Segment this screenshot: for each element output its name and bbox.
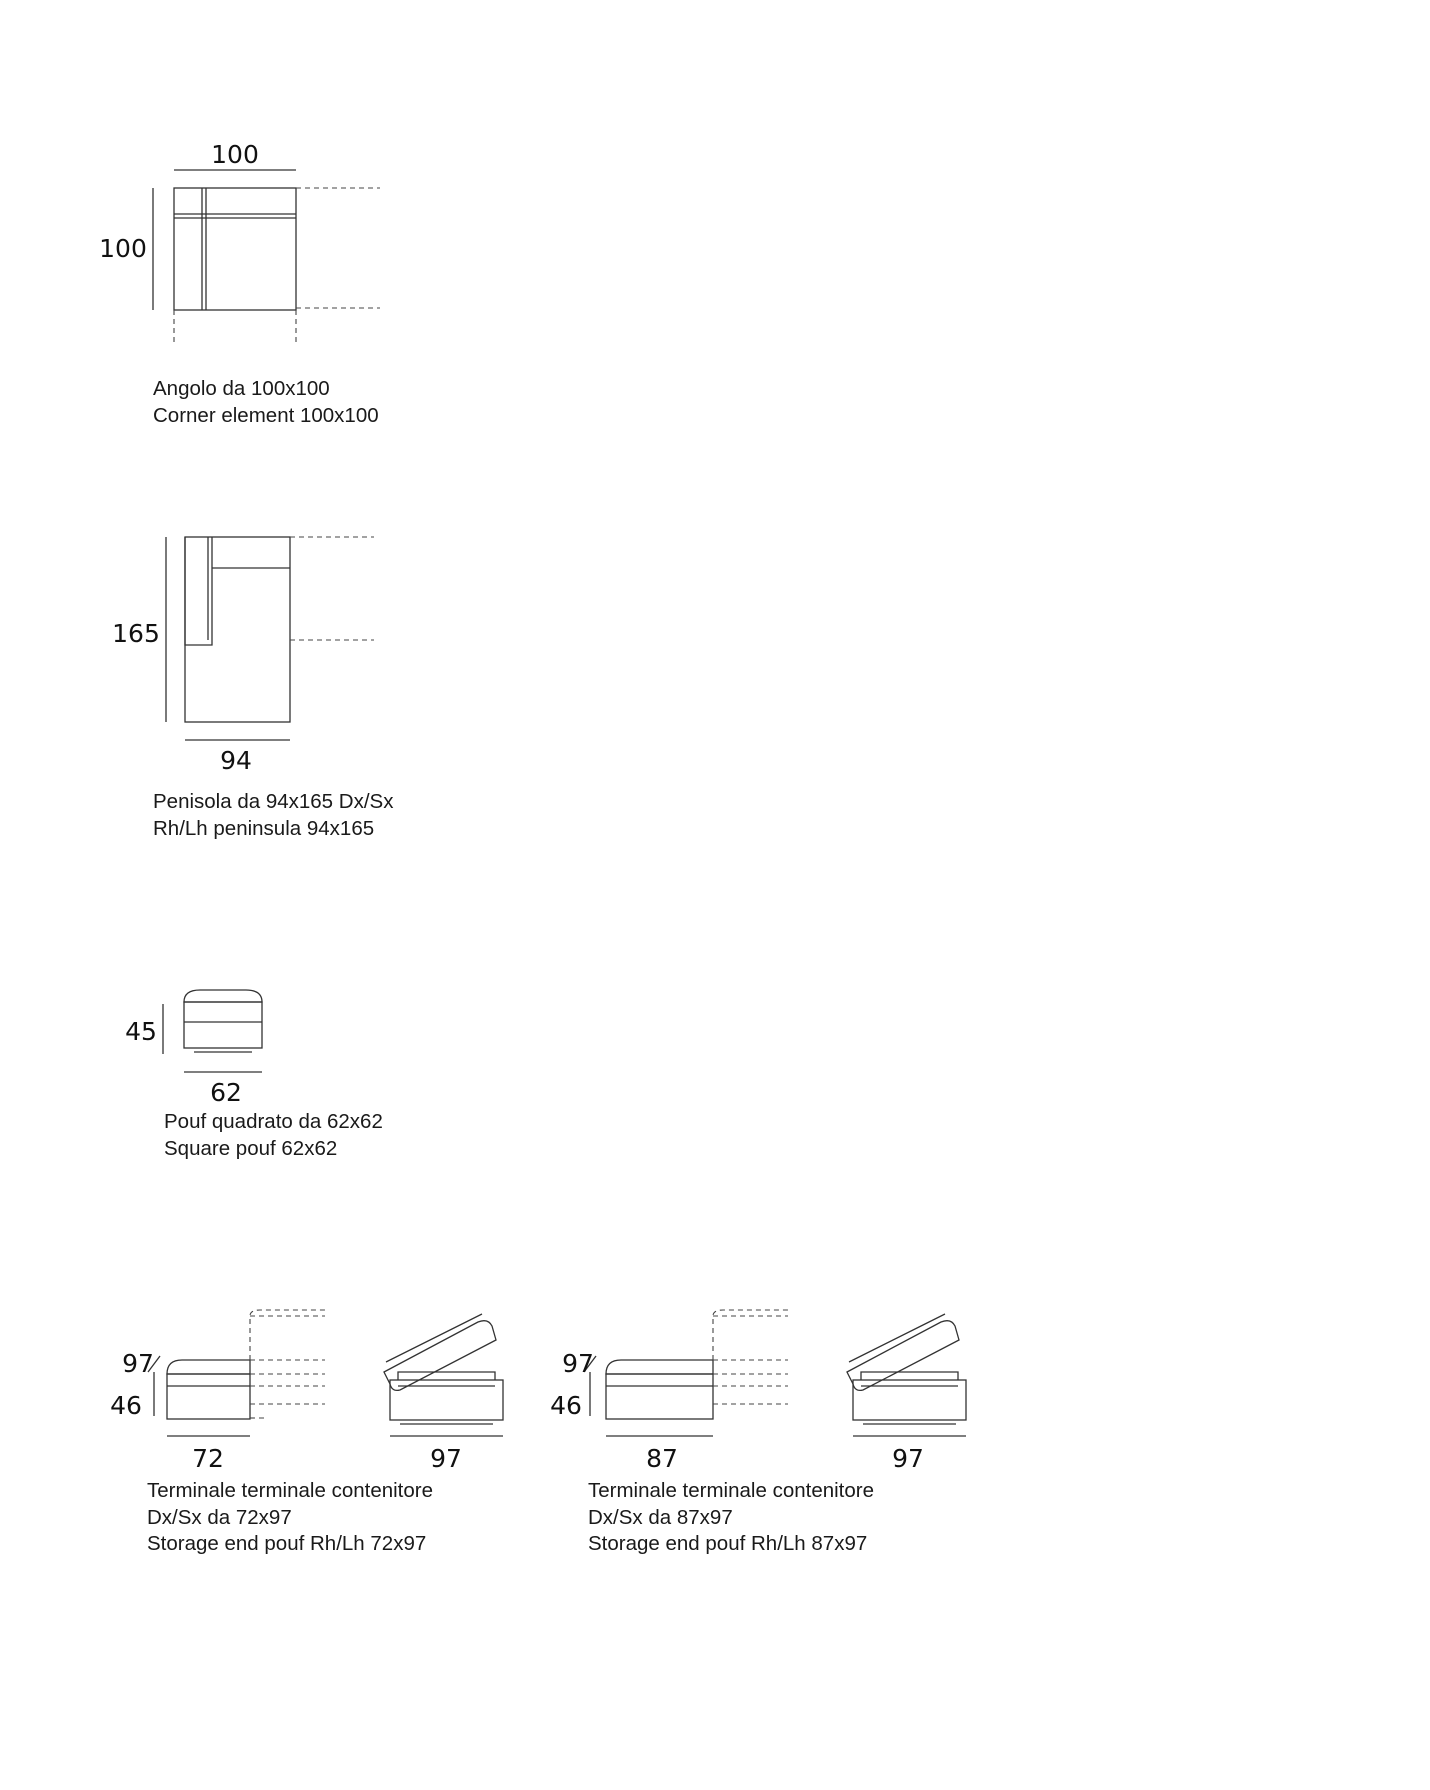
- corner-caption-it: Angolo da 100x100: [153, 377, 330, 400]
- pouf-body: [184, 1002, 262, 1048]
- storage-72-caption: [147, 1478, 433, 1558]
- storage-72-caption-line1: Terminale terminale contenitore: [147, 1479, 433, 1502]
- corner-element-drawing: [153, 170, 380, 342]
- corner-width-dim: 100: [211, 140, 259, 169]
- pouf-caption-it: Pouf quadrato da 62x62: [164, 1110, 383, 1133]
- storage-72-open-drawing: [384, 1314, 503, 1436]
- storage-87-open-drawing: [847, 1314, 966, 1436]
- pouf-drawing: [163, 990, 262, 1072]
- storage-87-width-dim: 87: [646, 1444, 678, 1473]
- corner-outline: [174, 188, 296, 310]
- storage-72-caption-line3: Storage end pouf Rh/Lh 72x97: [147, 1532, 427, 1555]
- storage-72-open-tray: [398, 1372, 495, 1380]
- storage-72-length-dim: 97: [430, 1444, 462, 1473]
- corner-depth-dim: 100: [99, 234, 147, 263]
- corner-caption-en: Corner element 100x100: [153, 403, 379, 427]
- peninsula-caption-it: Penisola da 94x165 Dx/Sx: [153, 790, 394, 813]
- storage-87-caption: [588, 1478, 874, 1558]
- storage-87-length-dim: 97: [892, 1444, 924, 1473]
- storage-72-height-dim: 46: [110, 1391, 142, 1420]
- peninsula-depth-dim: 165: [112, 619, 160, 648]
- storage-72-side-drawing: [148, 1310, 325, 1436]
- peninsula-caption-en: Rh/Lh peninsula 94x165: [153, 816, 375, 840]
- storage-87-height-dim: 46: [550, 1391, 582, 1420]
- storage-72-caption-line2: Dx/Sx da 72x97: [147, 1505, 292, 1529]
- storage-72-open-lid-outline: [250, 1310, 325, 1360]
- peninsula-width-dim: 94: [220, 746, 252, 775]
- storage-87-caption-line1: Terminale terminale contenitore: [588, 1479, 874, 1502]
- pouf-height-dim: 45: [125, 1017, 157, 1046]
- storage-87-open-lid-outline: [713, 1310, 788, 1360]
- pouf-width-dim: 62: [210, 1078, 242, 1107]
- storage-87-open-tray: [861, 1372, 958, 1380]
- peninsula-caption: [153, 789, 393, 842]
- peninsula-outline: [185, 537, 290, 722]
- pouf-cushion: [184, 990, 262, 1002]
- storage-87-body: [606, 1374, 713, 1419]
- storage-72-cushion: [167, 1360, 250, 1374]
- storage-72-width-dim: 72: [192, 1444, 224, 1473]
- pouf-caption: [164, 1109, 383, 1162]
- storage-87-side-drawing: [584, 1310, 788, 1436]
- storage-87-caption-line2: Dx/Sx da 87x97: [588, 1505, 733, 1529]
- storage-87-open-height-dim: 97: [562, 1349, 594, 1378]
- storage-87-caption-line3: Storage end pouf Rh/Lh 87x97: [588, 1532, 868, 1555]
- storage-87-cushion: [606, 1360, 713, 1374]
- pouf-caption-en: Square pouf 62x62: [164, 1136, 338, 1160]
- corner-caption: [153, 376, 379, 429]
- storage-72-open-height-dim: 97: [122, 1349, 154, 1378]
- storage-72-body: [167, 1374, 250, 1419]
- peninsula-drawing: [166, 537, 374, 740]
